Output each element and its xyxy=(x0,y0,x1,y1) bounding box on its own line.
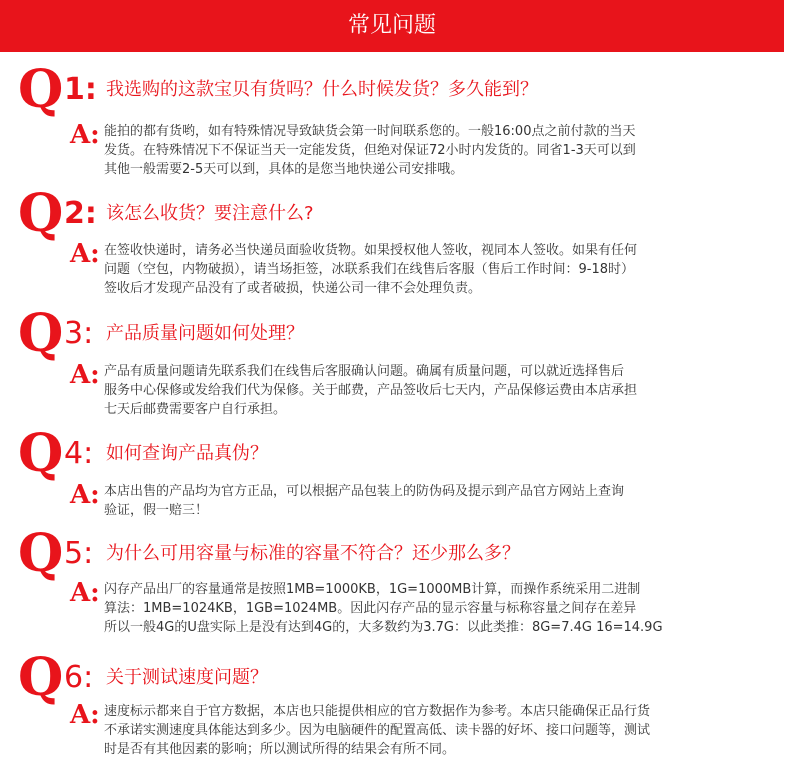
a-letter: A: xyxy=(70,360,100,390)
answer-text: 闪存产品出厂的容量通常是按照1MB=1000KB，1G=1000MB计算，而操作系统采用二进制 算法：1MB=1024KB，1GB=1024MB。因此闪存产品的显示容量与标称容量之间存在差异 所以一般4G的U盘实际上是没有达到4G的，大多数约为3.7G：以此类推：8G=7.4G 16=14.9G xyxy=(104,582,663,635)
question-row xyxy=(0,647,790,710)
answer-text: 产品有质量问题请先联系我们在线售后客服确认问题。确属有质量问题，可以就近选择售后 服务中心保修或发给我们代为保修。关于邮费，产品签收后七天内，产品保修运费由本店承担 七天后邮费需要客户自行承担。 xyxy=(104,364,638,417)
question-number: 6: xyxy=(64,660,94,695)
q-letter: Q xyxy=(18,423,64,484)
a-letter: A: xyxy=(70,578,100,608)
question-row xyxy=(0,59,790,122)
question-text: 为什么可用容量与标准的容量不符合？还少那么多？ xyxy=(106,543,520,564)
question-number: 3: xyxy=(64,316,94,351)
answer-text: 本店出售的产品均为官方正品，可以根据产品包装上的防伪码及提示到产品官方网站上查询 验证，假一赔三！ xyxy=(104,484,625,518)
question-text: 该怎么收货？要注意什么? xyxy=(106,203,314,224)
question-number: 2: xyxy=(64,196,97,231)
a-letter: A: xyxy=(70,120,100,150)
a-letter: A: xyxy=(70,480,100,510)
page-title: 常见问题 xyxy=(0,0,784,52)
question-text: 如何查询产品真伪？ xyxy=(106,443,268,464)
q-letter: Q xyxy=(18,183,64,244)
q-letter: Q xyxy=(18,523,64,584)
question-row xyxy=(0,423,790,486)
question-text: 关于测试速度问题？ xyxy=(106,667,268,688)
question-number: 5: xyxy=(64,536,94,571)
q-letter: Q xyxy=(18,303,64,364)
question-row xyxy=(0,303,790,366)
q-letter: Q xyxy=(18,647,64,708)
question-number: 4: xyxy=(64,436,94,471)
question-number: 1: xyxy=(64,72,97,107)
a-letter: A: xyxy=(70,700,100,730)
question-row xyxy=(0,183,790,246)
question-text: 产品质量问题如何处理？ xyxy=(106,323,304,344)
question-text: 我选购的这款宝贝有货吗？什么时候发货？多久能到？ xyxy=(106,79,538,100)
answer-text: 在签收快递时，请务必当快递员面验收货物。如果授权他人签收，视同本人签收。如果有任何 问题（空包，内物破损），请当场拒签，冰联系我们在线售后客服（售后工作时间：9-18时） 签收后才发现产品没有了或者破损，快递公司一律不会处理负责。 xyxy=(104,243,638,296)
a-letter: A: xyxy=(70,239,100,269)
question-row xyxy=(0,523,790,586)
answer-text: 能拍的都有货哟，如有特殊情况导致缺货会第一时间联系您的。一般16:00点之前付款的当天 发货。在特殊情况下不保证当天一定能发货，但绝对保证72小时内发货的。同省1-3天可以到 其他一般需要2-5天可以到，具体的是您当地快递公司安排哦。 xyxy=(104,124,636,177)
q-letter: Q xyxy=(18,59,64,120)
answer-text: 速度标示都来自于官方数据，本店也只能提供相应的官方数据作为参考。本店只能确保正品行货 不承诺实测速度具体能达到多少。因为电脑硬件的配置高低、读卡器的好坏、接口问题等，测试 时是否有其他因素的影响；所以测试所得的结果会有所不同。 xyxy=(104,704,651,757)
